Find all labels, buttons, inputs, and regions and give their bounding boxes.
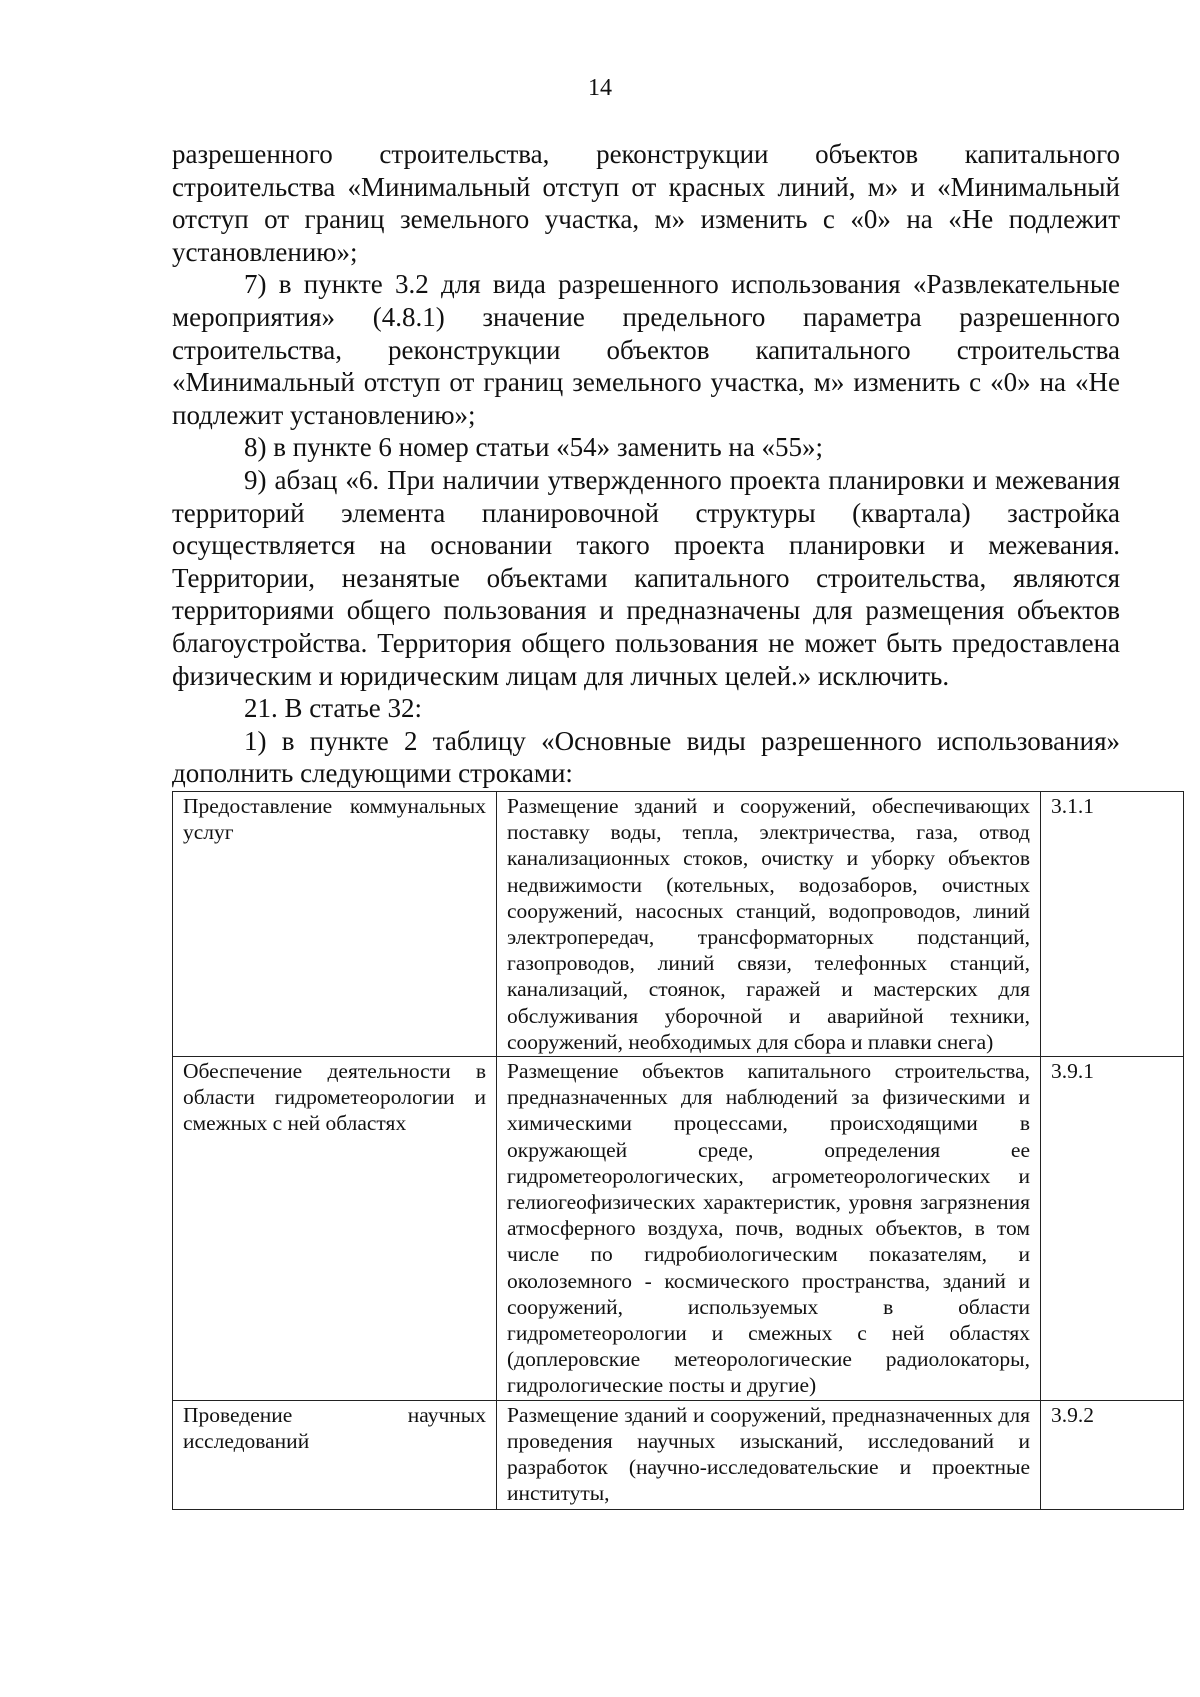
page-number: 14 xyxy=(588,75,612,101)
use-type-name xyxy=(173,1400,497,1509)
paragraph-continuation: разрешенного строительства, реконструкции объектов капитального строительства «Минимальный отступ от красных линий, м» и «Минимальный отступ от границ земельного участка, м» изменить с «0» на «Не подлежит установлению»; xyxy=(172,139,1120,267)
use-type-description xyxy=(497,1400,1041,1509)
use-type-description-text: Размещение зданий и сооружений, предназначенных для проведения научных изысканий, исследований и разработок (научно-исследовательские и проектные институты, xyxy=(507,1402,1030,1506)
paragraph-item-7: 7) в пункте 3.2 для вида разрешенного использования «Развлекательные мероприятия» (4.8.1) значение предельного параметра разрешенного строительства, реконструкции объектов капитального строительства «Минимальный отступ от границ земельного участка, м» изменить с «0» на «Не подлежит установлению»; xyxy=(172,269,1120,430)
use-type-description: Размещение зданий и сооружений, обеспечивающих поставку воды, тепла, электричества, газа, отвод канализационных стоков, очистку и уборку объектов недвижимости (котельных, водозаборов, очистных сооружений, насосных станций, водопроводов, линий электропередач, трансформаторных подстанций, газопроводов, линий связи, телефонных станций, канализаций, стоянок, гаражей и мастерских для обслуживания уборочной и аварийной техники, сооружений, необходимых для сбора и плавки снега) xyxy=(497,792,1041,1057)
paragraph-section-21: 21. В статье 32: xyxy=(244,693,423,724)
use-type-code xyxy=(1041,1400,1184,1509)
paragraph-item-8: 8) в пункте 6 номер статьи «54» заменить на «55»; xyxy=(244,432,824,463)
use-type-name-text: Проведение научных исследований xyxy=(183,1402,486,1453)
use-type-code-text: 3.9.2 xyxy=(1051,1402,1094,1427)
paragraph-item-9: 9) абзац «6. При наличии утвержденного проекта планировки и межевания территорий элемента планировочной структуры (квартала) застройка осуществляется на основании такого проекта планировки и межевания. Территории, незанятые объектами капитального строительства, являются территориями общего пользования и предназначены для размещения объектов благоустройства. Территория общего пользования не может быть предоставлена физическим и юридическим лицам для личных целей.» исключить. xyxy=(172,464,1120,691)
use-type-name: Обеспечение деятельности в области гидрометеорологии и смежных с ней областях xyxy=(173,1057,497,1401)
body-text xyxy=(172,138,1120,790)
use-type-description: Размещение объектов капитального строительства, предназначенных для наблюдений за физическими и химическими процессами, происходящими в окружающей среде, определения ее гидрометеорологических, агрометеорологических и гелиогеофизических характеристик, уровня загрязнения атмосферного воздуха, почв, водных объектов, в том числе по гидробиологическим показателям, и околоземного - космического пространства, зданий и сооружений, используемых в области гидрометеорологии и смежных с ней областях (доплеровские метеорологические радиолокаторы, гидрологические посты и другие) xyxy=(497,1057,1041,1401)
land-use-table xyxy=(172,791,1184,1510)
use-type-name: Предоставление коммунальных услуг xyxy=(173,792,497,1057)
table-row xyxy=(173,1400,1184,1509)
use-type-code: 3.1.1 xyxy=(1041,792,1184,1057)
paragraph-item-1: 1) в пункте 2 таблицу «Основные виды разрешенного использования» дополнить следующими строками: xyxy=(172,725,1120,789)
table-row xyxy=(173,792,1184,1057)
use-type-code: 3.9.1 xyxy=(1041,1057,1184,1401)
table-row xyxy=(173,1057,1184,1401)
